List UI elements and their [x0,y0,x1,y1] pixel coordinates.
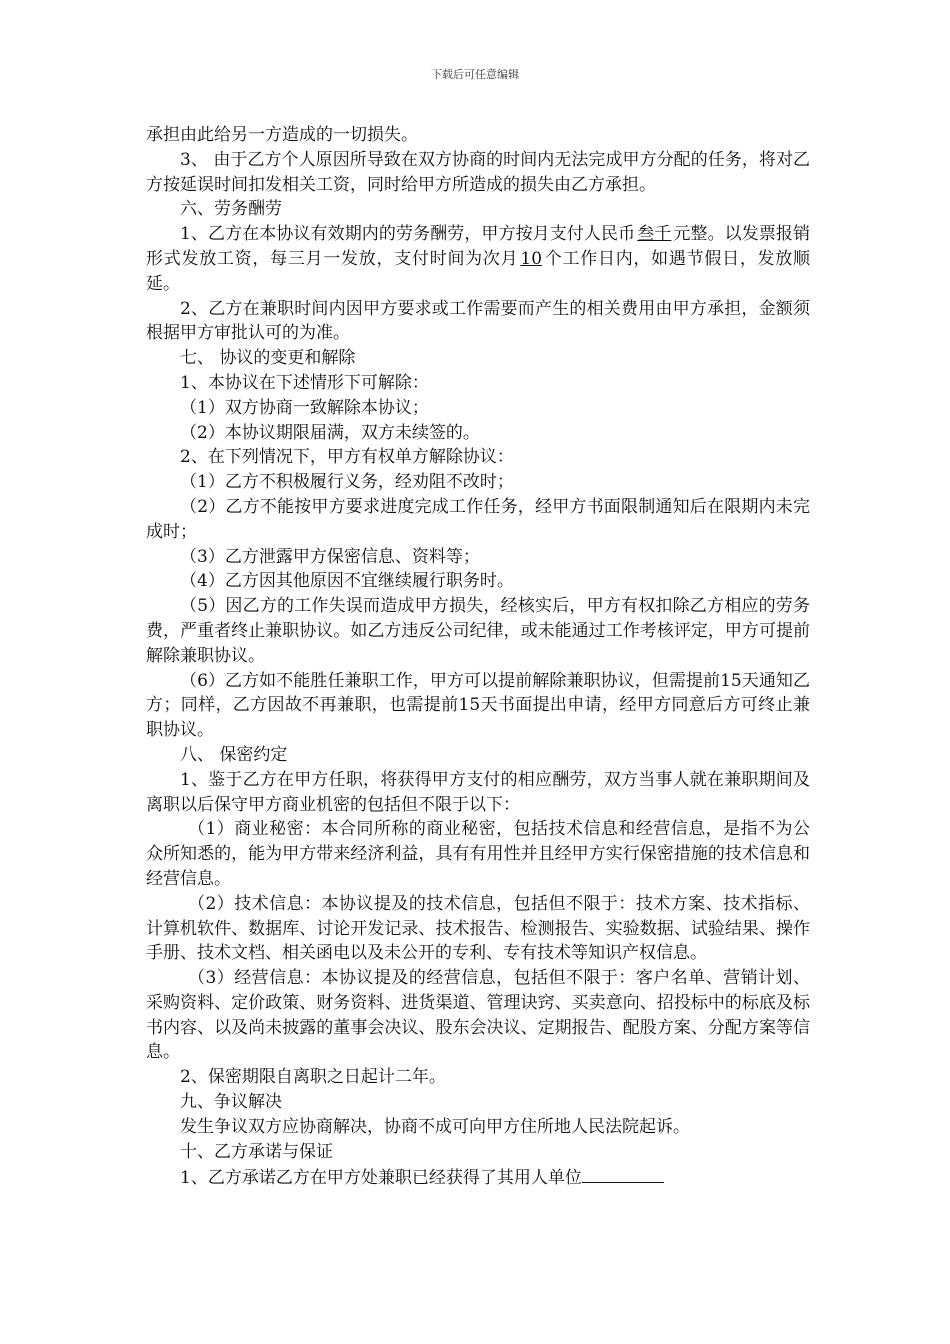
section-heading: 七、 协议的变更和解除 [180,348,356,369]
page-header: 下载后可任意编辑 [431,68,519,81]
section-heading: 六、劳务酬劳 [180,199,282,220]
text: 个工作日内，如遇节假日，发放顺延。 [146,248,811,294]
paragraph-commitment [146,1164,810,1191]
paragraph: 3、 由于乙方个人原因所导致在双方协商的时间内无法完成甲方分配的任务，将对乙方按延误时间扣发相关工资，同时给甲方所造成的损失由乙方承担。 [146,149,810,195]
amount-field: 叁千 [637,224,672,245]
paragraph: 承担由此给另一方造成的一切损失。 [146,125,418,145]
days-field: 10 [520,248,543,269]
text: 元整。以发票报销形式发放工资，每三月一发放，支付时间为次月 [146,224,811,269]
list-item: （1）乙方不积极履行义务，经劝阻不改时； [180,472,514,493]
paragraph: 发生争议双方应协商解决，协商不成可向甲方住所地人民法院起诉。 [180,1116,690,1137]
list-item: （2）技术信息：本协议提及的技术信息，包括但不限于：技术方案、技术指标、计算机软件、数据库、讨论开发记录、技术报告、检测报告、实验数据、试验结果、操作手册、技术文档、相关函电以及未公开的专利、专有技术等知识产权信息。 [146,893,810,964]
paragraph: 2、乙方在兼职时间内因甲方要求或工作需要而产生的相关费用由甲方承担，金额须根据甲方审批认可的为准。 [146,298,810,344]
section-heading: 十、乙方承诺与保证 [180,1141,333,1162]
list-item: （5）因乙方的工作失误而造成甲方损失，经核实后，甲方有权扣除乙方相应的劳务费，严重者终止兼职协议。如乙方违反公司纪律，或未能通过工作考核评定，甲方可提前解除兼职协议。 [146,596,810,666]
list-item: （2）本协议期限届满，双方未续签的。 [180,422,480,443]
text: 1、乙方在本协议有效期内的劳务酬劳，甲方按月支付人民币 [180,224,636,245]
document-body [146,123,810,1191]
paragraph-remuneration [146,222,810,296]
list-item: （4）乙方因其他原因不宜继续履行职务时。 [180,571,514,592]
list-item: （2）乙方不能按甲方要求进度完成工作任务，经甲方书面限制通知后在限期内未完成时； [146,496,810,542]
section-heading: 九、争议解决 [180,1092,282,1113]
section-heading: 八、 保密约定 [180,744,288,765]
paragraph: 2、在下列情况下，甲方有权单方解除协议： [180,447,514,468]
paragraph: 2、保密期限自离职之日起计二年。 [180,1067,446,1088]
list-item: （1）双方协商一致解除本协议； [180,397,429,418]
list-item: （1）商业秘密：本合同所称的商业秘密，包括技术信息和经营信息，是指不为公众所知悉的，能为甲方带来经济利益，具有有用性并且经甲方实行保密措施的技术信息和经营信息。 [146,819,810,889]
list-item: （3）经营信息：本协议提及的经营信息，包括但不限于：客户名单、营销计划、采购资料、定价政策、财务资料、进货渠道、管理诀窍、买卖意向、招投标中的标底及标书内容、以及尚未披露的董事会决议、股东会决议、定期报告、配股方案、分配方案等信息。 [146,968,810,1063]
list-item: （6）乙方如不能胜任兼职工作，甲方可以提前解除兼职协议，但需提前15天通知乙方；同样，乙方因故不再兼职，也需提前15天书面提出申请，经甲方同意后方可终止兼职协议。 [146,670,810,741]
paragraph: 1、鉴于乙方在甲方任职，将获得甲方支付的相应酬劳，双方当事人就在兼职期间及离职以后保守甲方商业机密的包括但不限于以下： [146,769,810,815]
text: 1、乙方承诺乙方在甲方处兼职已经获得了其用人单位 [180,1168,582,1189]
list-item: （3）乙方泄露甲方保密信息、资料等； [180,546,480,567]
fill-in-blank [582,1164,664,1183]
paragraph: 1、本协议在下述情形下可解除： [180,372,429,393]
